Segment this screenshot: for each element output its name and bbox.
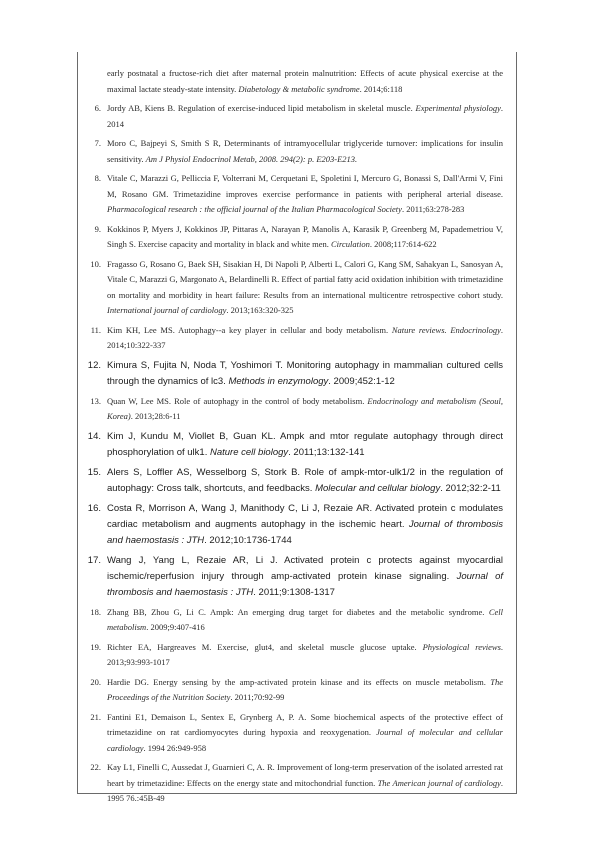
reference-journal: International journal of cardiology — [107, 305, 227, 315]
reference-authors-title: Kokkinos P, Myers J, Kokkinos JP, Pittaras A, Narayan P, Manolis A, Karasik P, Greenberg M, Papademetriou V, Singh S. Exercise capacity and mortality in black and white men. — [107, 223, 503, 249]
reference-journal: Am J Physiol Endocrinol Metab, 2008. 294(2): p. E203-E213. — [145, 153, 358, 164]
reference-citation-details: . 2013;163:320-325 — [226, 305, 294, 315]
reference-citation-details: . 2013;93:993-1017 — [107, 641, 504, 667]
reference-text — [107, 675, 503, 706]
reference-authors-title: Jordy AB, Kiens B. Regulation of exercise-induced lipid metabolism in skeletal muscle. — [107, 103, 413, 113]
reference-citation-details: . 2013;28:6-11 — [130, 411, 181, 421]
reference-journal: Circulation — [331, 239, 370, 249]
reference-journal: Cell metabolism — [107, 606, 504, 632]
reference-authors-title: Richter EA, Hargreaves M. Exercise, glut4, and skeletal muscle glucose uptake. — [107, 641, 417, 652]
reference-citation-details: . 2014;6:118 — [359, 83, 403, 94]
reference-item — [87, 553, 503, 601]
reference-citation-details: . 2011;9:1308-1317 — [253, 586, 335, 598]
reference-authors-title: Wang J, Yang L, Rezaie AR, Li J. Activated protein c protects against myocardial ischemic/reperfusion injury through amp-activated protein kinase signaling. — [107, 554, 503, 582]
reference-journal: Methods in enzymology — [228, 375, 329, 387]
reference-text — [107, 222, 503, 253]
reference-journal: Journal of molecular and cellular cardiology — [107, 727, 503, 753]
reference-journal: Nature reviews. Endocrinology — [391, 324, 501, 335]
reference-number: 12. — [87, 359, 101, 371]
reference-journal: Nature cell biology — [209, 446, 289, 458]
reference-journal: Diabetology & metabolic syndrome — [238, 83, 360, 94]
reference-authors-title: Quan W, Lee MS. Role of autophagy in the control of body metabolism. — [107, 395, 365, 406]
reference-text — [107, 394, 503, 425]
reference-citation-details: . 2012;10:1736-1744 — [204, 534, 292, 546]
reference-text — [107, 66, 503, 97]
reference-text — [107, 710, 503, 757]
reference-item — [91, 760, 503, 807]
reference-number: 19. — [90, 641, 101, 652]
reference-text — [107, 101, 503, 132]
reference-authors-title: Kimura S, Fujita N, Noda T, Yoshimori T. Monitoring autophagy in mammalian cultured cells through the dynamics of lc3. — [107, 359, 503, 387]
reference-text — [107, 323, 503, 354]
reference-authors-title: Fantini E1, Demaison L, Sentex E, Grynberg A, P. A. Some biochemical aspects of the protective effect of trimetazidine on rat cardiomyocytes during hypoxia and reoxygenation. — [107, 711, 503, 737]
reference-citation-details: . 2009;452:1-12 — [328, 375, 395, 387]
reference-authors-title: Kay L1, Finelli C, Aussedat J, Guarnieri C, A. R. Improvement of long-term preservation of the isolated arrested rat heart by trimetazidine: Effects on the energy state and mitochondrial function. — [107, 762, 503, 788]
reference-item — [87, 465, 503, 497]
reference-text — [107, 136, 503, 167]
reference-text — [107, 257, 503, 319]
reference-number: 10. — [90, 258, 101, 269]
reference-number: 22. — [90, 762, 101, 772]
reference-journal: Endocrinology and metabolism (Seoul, Korea) — [107, 395, 503, 421]
reference-authors-title: Fragasso G, Rosano G, Baek SH, Sisakian H, Di Napoli P, Alberti L, Calori G, Kang SM, Sahakyan L, Sanosyan A, Vitale C, Marazzi G, Margonato A, Belardinelli R. Effect of partial fatty acid oxidation inhibition with trimetazidine on mortality and morbidity in heart failure: Results from an international multicentre retrospective cohort study. — [107, 258, 503, 300]
reference-list — [87, 66, 504, 811]
reference-number: 15. — [87, 466, 101, 478]
reference-item — [91, 66, 503, 97]
reference-text — [107, 358, 503, 390]
reference-citation-details: . 2011;70:92-99 — [230, 692, 285, 702]
reference-journal: The Proceedings of the Nutrition Society — [107, 676, 503, 702]
reference-journal: Journal of thrombosis and haemostasis : JTH — [107, 518, 503, 546]
reference-item — [87, 358, 503, 390]
reference-citation-details: . 2012;32:2-11 — [440, 482, 501, 494]
reference-citation-details: . 2011;13:132-141 — [288, 446, 365, 458]
reference-number: 11. — [90, 324, 101, 335]
reference-citation-details: . 2014 — [107, 103, 503, 129]
reference-authors-title: early postnatal a fructose-rich diet after maternal protein malnutrition: Effects of acute physical exercise at the maximal lactate steady-state intensity. — [107, 68, 503, 94]
reference-item — [87, 429, 503, 461]
reference-number: 18. — [90, 606, 101, 617]
reference-journal: Journal of thrombosis and haemostasis : JTH — [107, 570, 503, 598]
reference-number: 14. — [87, 430, 101, 442]
reference-item — [91, 640, 503, 671]
reference-number: 13. — [90, 395, 101, 406]
reference-journal: The American journal of cardiology — [377, 777, 501, 788]
reference-citation-details: . 2011;63:278-283 — [401, 204, 465, 214]
reference-item — [91, 101, 503, 132]
reference-number: 17. — [87, 554, 101, 566]
reference-authors-title: Moro C, Bajpeyi S, Smith S R, Determinants of intramyocellular triglyceride turnover: implications for insulin sensitivity. — [107, 138, 503, 164]
reference-item — [91, 136, 503, 167]
reference-authors-title: Alers S, Loffler AS, Wesselborg S, Stork B. Role of ampk-mtor-ulk1/2 in the regulation of autophagy: Cross talk, shortcuts, and feedbacks. — [107, 466, 503, 494]
reference-item — [91, 710, 503, 757]
reference-item — [91, 394, 503, 425]
reference-item — [91, 323, 503, 354]
reference-text — [107, 553, 503, 601]
reference-citation-details: . 2009;9:407-416 — [146, 622, 205, 632]
reference-number: 7. — [94, 138, 101, 148]
reference-number: 9. — [94, 223, 101, 234]
reference-citation-details: . 1995 76.:45B-49 — [107, 777, 503, 803]
reference-number: 8. — [94, 173, 101, 183]
reference-text — [107, 501, 503, 549]
reference-number: 21. — [90, 711, 101, 722]
reference-citation-details: . 1994 26:949-958 — [143, 742, 207, 753]
reference-number: 16. — [87, 502, 101, 514]
reference-item — [91, 171, 503, 218]
reference-journal: Experimental physiology — [415, 103, 501, 113]
reference-item — [91, 222, 503, 253]
reference-number: 6. — [94, 103, 101, 113]
document-page — [77, 0, 517, 848]
reference-authors-title: Kim J, Kundu M, Viollet B, Guan KL. Ampk and mtor regulate autophagy through direct phosphorylation of ulk1. — [107, 430, 503, 458]
reference-authors-title: Kim KH, Lee MS. Autophagy--a key player in cellular and body metabolism. — [107, 324, 389, 335]
reference-item — [91, 675, 503, 706]
reference-item — [87, 501, 503, 549]
reference-item — [91, 257, 503, 319]
reference-citation-details: . 2008;117:614-622 — [369, 239, 437, 249]
reference-journal: Pharmacological research : the official journal of the Italian Pharmacological Society — [107, 204, 402, 214]
reference-citation-details: . 2014;10:322-337 — [107, 324, 503, 350]
reference-text — [107, 465, 503, 497]
reference-text — [107, 605, 503, 636]
reference-text — [107, 760, 503, 807]
reference-journal: Physiological reviews — [422, 641, 501, 652]
reference-authors-title: Costa R, Morrison A, Wang J, Manithody C, Li J, Rezaie AR. Activated protein c modulates cardiac metabolism and augments autophagy in the ischemic heart. — [107, 502, 503, 530]
reference-journal: Molecular and cellular biology — [315, 482, 441, 494]
reference-item — [91, 605, 503, 636]
reference-text — [107, 640, 503, 671]
reference-text — [107, 171, 503, 218]
reference-authors-title: Zhang BB, Zhou G, Li C. Ampk: An emerging drug target for diabetes and the metabolic syndrome. — [107, 606, 485, 617]
reference-text — [107, 429, 503, 461]
reference-authors-title: Vitale C, Marazzi G, Pelliccia F, Volterrani M, Cerquetani E, Spoletini I, Mercuro G, Bonassi S, Dall'Armi V, Fini M, Rosano GM. Trimetazidine improves exercise performance in patients with peripheral arterial disease. — [107, 173, 503, 199]
reference-authors-title: Hardie DG. Energy sensing by the amp-activated protein kinase and its effects on muscle metabolism. — [107, 676, 486, 687]
reference-number: 20. — [90, 676, 101, 687]
